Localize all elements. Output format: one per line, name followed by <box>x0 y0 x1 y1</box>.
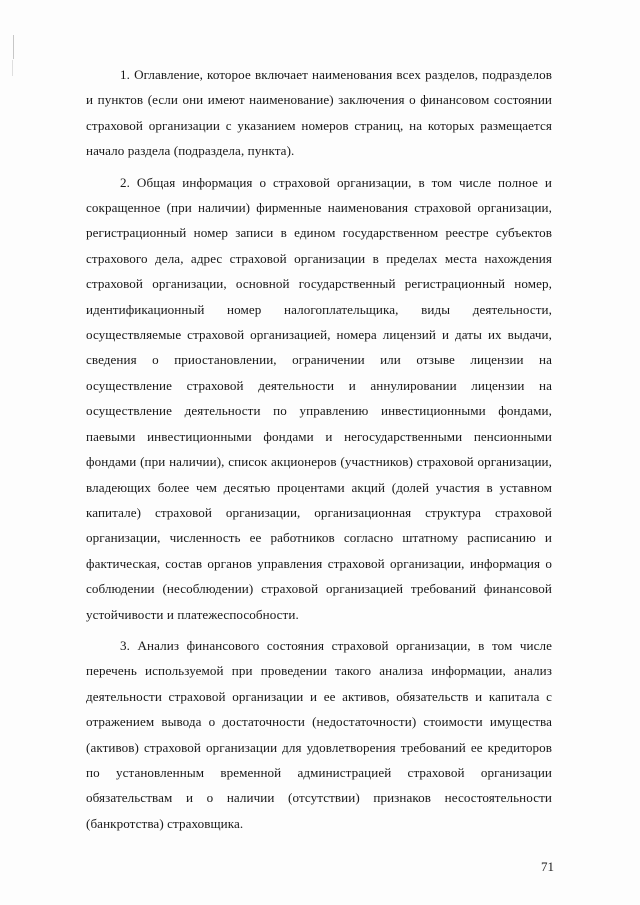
paragraph-2: 2. Общая информация о страховой организации, в том числе полное и сокращенное (при наличии) фирменные наименования страховой организации, регистрационный номер записи в едином государственном реестре субъектов страхового дела, адрес страховой организации в пределах места нахождения страховой организации, основной государственный регистрационный номер, идентификационный номер налогоплательщика, виды деятельности, осуществляемые страховой организацией, номера лицензий и даты их выдачи, сведения о приостановлении, ограничении или отзыве лицензии на осуществление страховой деятельности и аннулировании лицензии на осуществление деятельности по управлению инвестиционными фондами, паевыми инвестиционными фондами и негосударственными пенсионными фондами (при наличии), список акционеров (участников) страховой организации, владеющих более чем десятью процентами акций (долей участия в уставном капитале) страховой организации, организационная структура страховой организации, численность ее работников согласно штатному расписанию и фактическая, состав органов управления страховой организации, информация о соблюдении (несоблюдении) страховой организацией требований финансовой устойчивости и платежеспособности. <box>86 174 552 622</box>
paragraph-3: 3. Анализ финансового состояния страховой организации, в том числе перечень используемой при проведении такого анализа информации, анализ деятельности страховой организации и ее активов, обязательств и капитала с отражением вывода о достаточности (недостаточности) стоимости имущества (активов) страховой организации для удовлетворения требований ее кредиторов по установленным временной администрацией страховой организации обязательствам и о наличии (отсутствии) признаков несостоятельности (банкротства) страховщика. <box>86 637 552 831</box>
scan-edge-mark <box>12 60 13 76</box>
document-body <box>86 62 552 836</box>
page-number: 71 <box>541 859 554 874</box>
paragraph-1: 1. Оглавление, которое включает наименования всех разделов, подразделов и пунктов (если они имеют наименование) заключения о финансовом состоянии страховой организации с указанием номеров страниц, на которых размещается начало раздела (подраздела, пункта). <box>86 67 552 159</box>
scan-edge-mark <box>13 35 14 59</box>
